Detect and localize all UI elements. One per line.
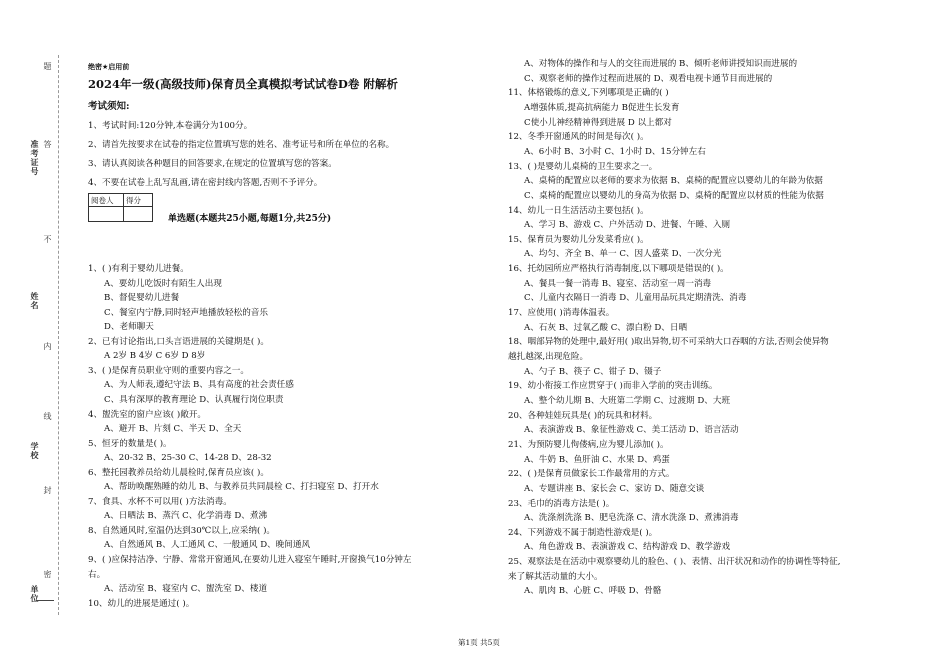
question-options: C、观察老师的操作过程而进展的 D、观看电视卡通节目而进展的 [524,73,773,84]
question-options: A、避开 B、片刻 C、半天 D、全天 [104,424,242,435]
question-item: 22、( )是保育员做家长工作最常用的方式。 [508,469,675,480]
question-options: A、勺子 B、筷子 C、钳子 D、镊子 [524,366,662,377]
question-options: A、自然通风 B、人工通风 C、一般通风 D、晚间通风 [104,540,311,551]
question-item: 3、( )是保育员职业守则的重要内容之一。 [88,365,249,376]
question-item: 12、冬季开窗通风的时间是每次( )。 [508,132,649,143]
question-item: 7、食具、水杯不可以用( )方法消毒。 [88,496,232,507]
seal-char: 不 [43,235,52,244]
seal-char: 内 [43,342,52,351]
question-item: 13、( )是婴幼儿桌椅的卫生要求之一。 [508,161,658,172]
question-options: A、6小时 B、3小时 C、1小时 D、15分钟左右 [524,146,706,157]
question-item: 15、保育员为婴幼儿分发菜肴应( )。 [508,234,649,245]
margin-label-unit: 单位 [30,585,40,603]
question-options: A 2岁 B 4岁 C 6岁 D 8岁 [104,351,206,362]
question-options: A、帮助唤醒熟睡的幼儿 B、与教养员共同晨检 C、打扫寝室 D、打开水 [104,482,379,493]
question-item: 9、( )应保持洁净、宁静、常常开窗通风,在要幼儿进入寝室午睡时,开窗换气10分钟左 [88,555,412,565]
score-table-reviewer-header: 阅卷人 [89,194,124,207]
question-options: A、表演游戏 B、象征性游戏 C、美工活动 D、语言活动 [524,425,739,436]
score-table-score-header: 得分 [124,194,153,207]
question-item: 6、整托园教养员给幼儿晨检时,保育员应该( )。 [88,467,269,478]
question-options: C、具有深厚的教育理论 D、认真履行岗位职责 [104,394,284,405]
seal-char: 封 [43,486,52,495]
question-options: B、督促婴幼儿进餐 [104,293,180,304]
question-options: A、洗涤剂洗涤 B、肥皂洗涤 C、清水洗涤 D、煮沸消毒 [524,513,739,524]
question-item: 来了解其活动量的大小。 [508,571,603,582]
question-item: 21、为预防婴儿佝偻病,应为婴儿添加( )。 [508,439,669,450]
question-options: A、牛奶 B、鱼肝油 C、水果 D、鸡蛋 [524,454,670,465]
question-item: 24、下列游戏不属于制造性游戏是( )。 [508,527,658,538]
question-options: C、桌椅的配置应以婴幼儿的身高为依据 D、桌椅的配置应以材质的性能为依据 [524,190,824,201]
question-options: A、日晒法 B、蒸汽 C、化学消毒 D、煮沸 [104,511,268,522]
question-options: A、要幼儿吃饭时有陌生人出现 [104,278,222,289]
question-item: 23、毛巾的消毒方法是( )。 [508,498,615,509]
question-options: A、为人师表,遵纪守法 B、具有高度的社会责任感 [104,380,294,391]
question-options: A、整个幼儿期 B、大班第二学期 C、过渡期 D、大班 [524,395,731,406]
question-item: 18、咽部异物的处理中,最好用( )取出异物,切不可采纳大口吞咽的方法,否则会使异物 [508,337,829,348]
seal-line [58,55,59,615]
margin-label-school: 学校 [30,442,40,460]
question-options: C使小儿神经精神得到进展 D 以上都对 [524,117,672,128]
question-options: A、桌椅的配置应以老师的要求为依据 B、桌椅的配置应以婴幼儿的年龄为依据 [524,176,823,187]
seal-char: 答 [43,140,52,149]
question-options: C、餐室内宁静,同时轻声地播放轻松的音乐 [104,307,268,318]
seal-char: 密 [43,570,52,579]
question-item: 越扎越深,出现危险。 [508,352,589,362]
score-table-reviewer-cell[interactable] [89,207,124,222]
question-options: A、石灰 B、过氧乙酸 C、漂白粉 D、日晒 [524,322,688,333]
score-table-score-cell[interactable] [124,207,153,222]
question-options: A、餐具一餐一消毒 B、寝室、活动室一周一消毒 [524,278,712,289]
question-item: 11、体格锻炼的意义,下列哪项是正确的( ) [508,88,669,99]
question-item: 14、幼儿一日生活活动主要包括( )。 [508,205,649,216]
notice-item: 2、请首先按要求在试卷的指定位置填写您的姓名、准考证号和所在单位的名称。 [88,140,395,150]
question-item: 25、观察法是在活动中观察婴幼儿的脸色、( )、表情、出汗状况和动作的协调性等特征, [508,557,841,568]
question-item: 右。 [88,569,106,580]
question-item: 17、应使用( )消毒体温表。 [508,308,615,319]
question-item: 8、自然通风时,室温仍达到30℃以上,应采纳( )。 [88,525,276,536]
question-options: A、20-32 B、25-30 C、14-28 D、28-32 [104,453,272,464]
question-options: A、角色游戏 B、表演游戏 C、结构游戏 D、教学游戏 [524,542,731,553]
question-item: 10、幼儿的进展是通过( )。 [88,598,195,609]
question-options: D、老师聊天 [104,322,154,333]
question-item: 16、托幼园所应严格执行消毒制度,以下哪项是错误的( )。 [508,264,729,275]
question-item: 19、幼小衔接工作应贯穿于( )而非入学前的突击训练。 [508,381,718,392]
question-item: 2、已有讨论指出,口头言语进展的关键期是( )。 [88,336,269,347]
notice-heading: 考试须知: [88,101,130,112]
notice-item: 4、不要在试卷上乱写乱画,请在密封线内答题,否则不予评分。 [88,178,323,188]
question-item: 5、恒牙的数量是( )。 [88,438,172,449]
seal-char: 线 [43,412,52,421]
question-options: C、儿童内衣隔日一消毒 D、儿童用品玩具定期清洗、消毒 [524,293,747,304]
notice-item: 1、考试时间:120分钟,本卷满分为100分。 [88,121,253,131]
fill-line [36,600,54,601]
secret-label: 绝密★启用前 [88,63,130,71]
question-item: 4、盥洗室的窗户应该( )敞开。 [88,409,207,420]
margin-label-name: 姓名 [30,292,40,310]
page-footer: 第1页 共5页 [458,638,500,647]
notice-item: 3、请认真阅读各种题目的回答要求,在规定的位置填写您的答案。 [88,159,337,169]
question-options: A增强体质,提高抗病能力 B促进生长发育 [524,102,680,113]
question-item: 1、( )有利于婴幼儿进餐。 [88,264,189,274]
score-table [88,193,153,222]
section-heading: 单选题(本题共25小题,每题1分,共25分) [168,214,332,224]
page-title: 2024年一级(高级技师)保育员全真模拟考试试卷D卷 附解析 [88,77,398,91]
seal-char: 题 [43,62,52,71]
question-options: A、均匀、齐全 B、单一 C、因人盛菜 D、一次分光 [524,249,722,260]
question-options: A、对物体的操作和与人的交往而进展的 B、倾听老师讲授知识而进展的 [524,59,798,69]
question-options: A、肌肉 B、心脏 C、呼吸 D、骨骼 [524,586,662,597]
question-options: A、学习 B、游戏 C、户外活动 D、进餐、午睡、入厕 [524,220,731,231]
question-item: 20、各种娃娃玩具是( )的玩具和材料。 [508,410,658,421]
question-options: A、专题讲座 B、家长会 C、家访 D、随意交谈 [524,483,705,494]
margin-label-exam-number: 准考证号 [30,140,40,176]
question-options: A、活动室 B、寝室内 C、盥洗室 D、楼道 [104,584,268,595]
